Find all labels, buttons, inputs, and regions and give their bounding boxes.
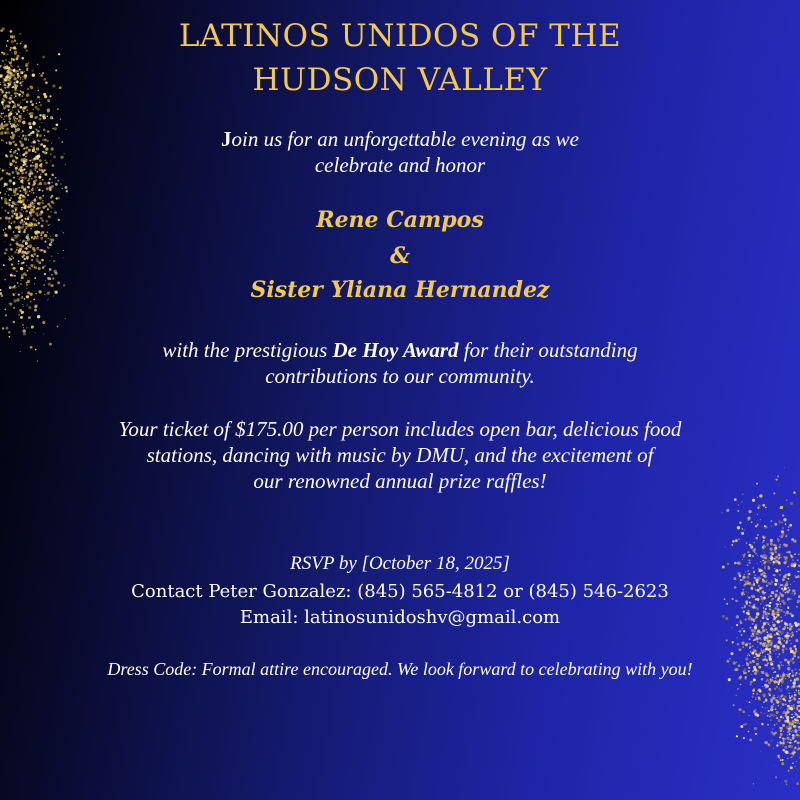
ticket-line-1: Your ticket of $175.00 per person includes open bar, delicious food (118, 417, 682, 441)
honoree-2: Sister Yliana Hernandez (250, 277, 550, 303)
rsvp-deadline: RSVP by [October 18, 2025] (290, 553, 510, 574)
honoree-1: Rene Campos (316, 207, 484, 233)
rsvp-email: Email: latinosunidoshv@gmail.com (239, 607, 561, 628)
honoree-ampersand: & (390, 243, 410, 269)
award-line-2: contributions to our community. (265, 364, 535, 388)
ticket-line-3: our renowned annual prize raffles! (253, 469, 547, 493)
award-prefix: with the prestigious (162, 338, 333, 362)
intro-drop-letter: J (221, 127, 232, 151)
ticket-line-2: stations, dancing with music by DMU, and the excitement of (146, 443, 654, 467)
title-line-1: LATINOS UNIDOS OF THE (178, 18, 622, 54)
award-line-1 (0, 337, 800, 363)
intro-line-1-text: oin us for an unforgettable evening as we (231, 127, 579, 151)
intro-line-2: celebrate and honor (314, 153, 486, 177)
title-line-2: HUDSON VALLEY (252, 62, 548, 98)
dress-code: Dress Code: Formal attire encouraged. We look forward to celebrating with you! (107, 659, 693, 679)
intro-line-1 (0, 126, 800, 152)
rsvp-contact: Contact Peter Gonzalez: (845) 565-4812 or (845) 546-2623 (131, 581, 669, 602)
award-name: De Hoy Award (332, 338, 459, 362)
award-suffix: for their outstanding (458, 338, 638, 362)
